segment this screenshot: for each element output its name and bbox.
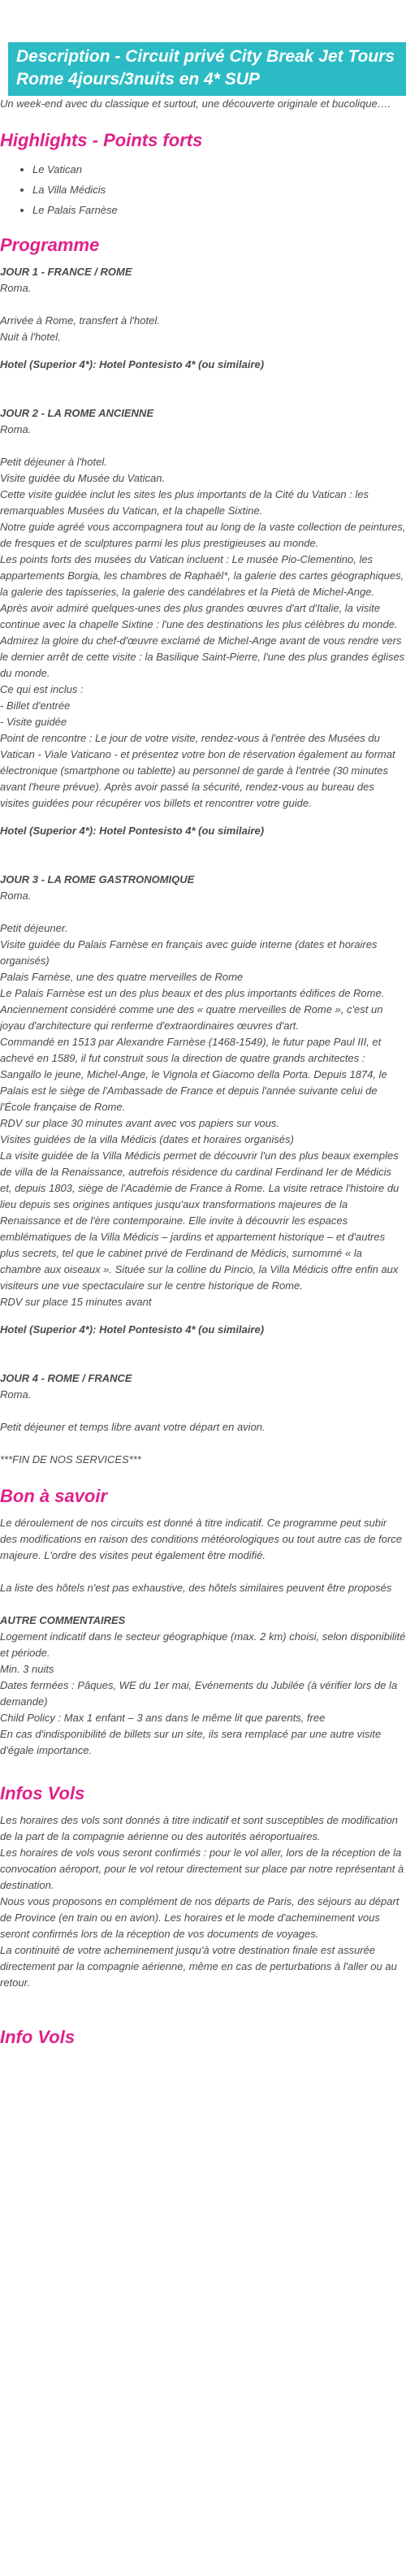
day-place: Roma.: [0, 890, 32, 902]
day-place: Roma.: [0, 423, 32, 435]
day-title: JOUR 3 - LA ROME GASTRONOMIQUE: [0, 873, 195, 885]
day-text: Petit déjeuner à l'hotel. Visite guidée du Musée du Vatican. Cette visite guidée inclut les sites les plus importants de la Cité du Vatican : les remarquables Musées du Vatican, et la chapelle Sixtine. Notre guide agréé vous accompagnera tout au long de la vaste collection de peintures, de fresques et de sculptures parmi les plus prestigieuses au monde. Les points forts des musées du Vatican incluent : Le musée Pio-Clementino, les appartements Borgia, les chambres de Raphaël*, la galerie des cartes géographiques, la galerie des tapisseries, la galerie des candélabres et la Pietà de Michel-Ange. Après avoir admiré quelques-unes des plus grandes œuvres d'art d'Italie, la visite continue avec la chapelle Sixtine : l'une des destinations les plus célèbres du monde. Admirez la gloire du chef-d'œuvre exclamé de Michel-Ange avant de vous rendre vers le dernier arrêt de cette visite : la Basilique Saint-Pierre, l'une des plus grandes églises du monde. Ce qui est inclus : - Billet d'entrée - Visite guidée Point de rencontre : Le jour de votre visite, rendez-vous à l'entrée des Musées du Vatican - Viale Vaticano - et présentez votre bon de réservation également au format électronique (smartphone ou tablette) au personnel de garde à l'entrée (30 minutes avant l'heure prévue). Après avoir passé la sécurité, rendez-vous au bureau des visites guidées pour récupérer vos billets et rencontrer votre guide.: [0, 456, 406, 809]
infos-vols-text: Les horaires des vols sont donnés à titre indicatif et sont susceptibles de modification de la part de la compagnie aérienne ou des autorités aéroportuaires. Les horaires de vols vous seront confirmés : pour le vol aller, lors de la réception de la convocation aéroport, pour le vol retour directement sur place par notre représentant à destination. Nous vous proposons en complément de nos départs de Paris, des séjours au départ de Province (en train ou en avion). Les horaires et le mode d'acheminement vous seront confirmés lors de la réception de vos documents de voyages. La continuité de votre acheminement jusqu'à votre destination finale est assurée directement par la compagnie aérienne, même en cas de perturbations à l'aller ou au retour.: [0, 1814, 404, 1989]
info-vols-heading: Info Vols: [0, 2027, 76, 2047]
day-hotel: Hotel (Superior 4*): Hotel Pontesisto 4* (ou similaire): [0, 358, 265, 370]
intro-text: Un week-end avec du classique et surtout, une découverte originale et bucolique….: [0, 97, 391, 110]
day-title: JOUR 2 - LA ROME ANCIENNE: [0, 407, 153, 419]
bon-a-savoir-text: Le déroulement de nos circuits est donné à titre indicatif. Ce programme peut subir des modifications en raison des conditions météorologiques ou tout autre cas de force majeure. L'ordre des visites peut également être modifié.: [0, 1517, 403, 1561]
list-item: • Le Palais Farnèse: [32, 200, 406, 220]
day-text: Petit déjeuner et temps libre avant votre départ en avion.: [0, 1421, 266, 1433]
day-title: JOUR 1 - FRANCE / ROME: [0, 266, 132, 278]
infos-vols-heading: Infos Vols: [0, 1783, 85, 1803]
hotel-list-note: La liste des hôtels n'est pas exhaustive, des hôtels similaires peuvent être proposés: [0, 1582, 392, 1594]
day-1: [0, 264, 406, 373]
list-item: • Le Vatican: [32, 159, 406, 180]
day-text: Petit déjeuner. Visite guidée du Palais Farnèse en français avec guide interne (dates et horaires organisés) Palais Farnèse, une des quatre merveilles de Rome Le Palais Farnèse est un des plus beaux et des plus importants édifices de Rome. Anciennement considéré comme une des « quatre merveilles de Rome », c'est un joyau d'architecture qui renferme d'extraordinaires œuvres d'art. Commandé en 1513 par Alexandre Farnèse (1468-1549), le futur pape Paul III, et achevé en 1589, il fut construit sous la direction de quatre grands architectes : Sangallo le jeune, Michel-Ange, le Vignola et Giacomo della Porta. Depuis 1874, le Palais est le siège de l'Ambassade de France et depuis l'année suivante celui de l'École française de Rome. RDV sur place 30 minutes avant avec vos papiers sur vous. Visites guidées de la villa Médicis (dates et horaires organisés) La visite guidée de la Villa Médicis permet de découvrir l'un des plus beaux exemples de villa de la Renaissance, autrefois résidence du cardinal Ferdinand Ier de Médicis et, depuis 1803, siège de l'Académie de France à Rome. La visite retrace l'histoire du lieu depuis ses origines antiques jusqu'aux transformations majeures de la Renaissance et de l'ère contemporaine. Elle invite à découvrir les espaces emblématiques de la Villa Médicis – jardins et appartement historique – et d'autres plus secrets, tel que le cabinet privé de Ferdinand de Médicis, surnommé « la chambre aux oiseaux ». Située sur la colline du Pincio, la Villa Médicis offre enfin aux visiteurs une vue spectaculaire sur le centre historique de Rome. RDV sur place 15 minutes avant: [0, 922, 400, 1308]
day-text: Arrivée à Rome, transfert à l'hotel. Nuit à l'hotel.: [0, 314, 160, 343]
page-title: Description - Circuit privé City Break Jet Tours Rome 4jours/3nuits en 4* SUP: [8, 42, 406, 96]
day-place: Roma.: [0, 282, 32, 294]
day-title: JOUR 4 - ROME / FRANCE: [0, 1372, 132, 1384]
list-item: • La Villa Médicis: [32, 180, 406, 200]
day-4: [0, 1370, 406, 1468]
page: [0, 42, 406, 2048]
comments-title: AUTRE COMMENTAIRES: [0, 1614, 126, 1626]
comments-text: Logement indicatif dans le secteur géographique (max. 2 km) choisi, selon disponibilité et période. Min. 3 nuits Dates fermées : Pâques, WE du 1er mai, Evénements du Jubilée (à vérifier lors de la demande) Child Policy : Max 1 enfant – 3 ans dans le même lit que parents, free En cas d'indisponibilité de billets sur un site, ils sera remplacé par une autre visite d'égale importance.: [0, 1630, 406, 1756]
day-hotel: Hotel (Superior 4*): Hotel Pontesisto 4* (ou similaire): [0, 1323, 265, 1336]
day-place: Roma.: [0, 1388, 32, 1401]
highlights-list: [0, 159, 406, 220]
day-hotel: Hotel (Superior 4*): Hotel Pontesisto 4* (ou similaire): [0, 825, 265, 837]
bon-a-savoir-heading: Bon à savoir: [0, 1486, 108, 1506]
highlights-heading: Highlights - Points forts: [0, 130, 203, 150]
programme-heading: Programme: [0, 235, 100, 255]
day-2: [0, 405, 406, 839]
day-3: [0, 872, 406, 1338]
end-of-services: ***FIN DE NOS SERVICES***: [0, 1453, 141, 1466]
